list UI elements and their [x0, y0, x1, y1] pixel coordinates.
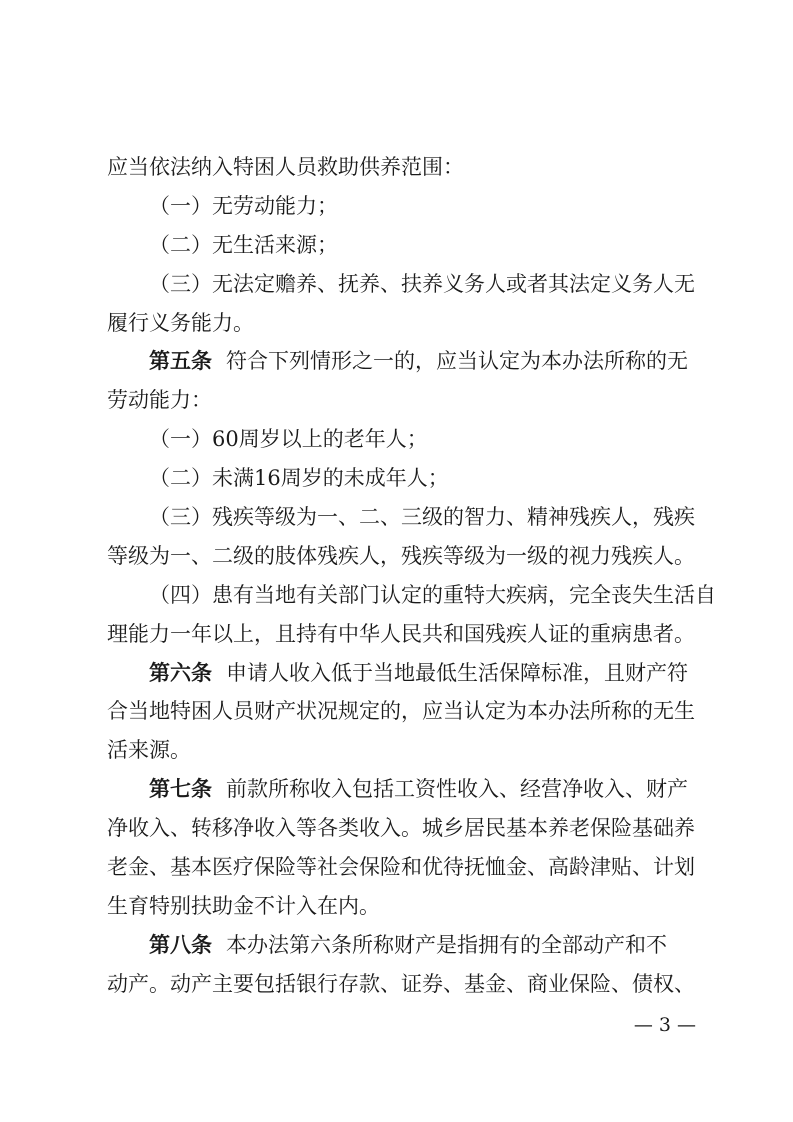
- line-text: 符合下列情形之一的，应当认定为本办法所称的无: [226, 349, 688, 374]
- text-line: [107, 148, 767, 187]
- list-item: [107, 420, 767, 459]
- article-5: [107, 342, 767, 381]
- text-line: [107, 887, 767, 926]
- text-line: [107, 537, 767, 576]
- text-line: [107, 809, 767, 848]
- line-text: （四）患有当地有关部门认定的重特大疾病，完全丧失生活自: [149, 582, 716, 607]
- text-line: [107, 381, 767, 420]
- line-text: （二）无生活来源；: [149, 232, 338, 257]
- line-text: 前款所称收入包括工资性收入、经营净收入、财产: [226, 777, 688, 802]
- line-text: 履行义务能力。: [107, 310, 254, 335]
- article-heading: 第六条: [149, 659, 212, 685]
- text-line: [107, 615, 767, 654]
- article-heading: 第八条: [149, 931, 212, 957]
- line-text: 劳动能力：: [107, 388, 212, 413]
- text-line: [107, 304, 767, 343]
- list-item: [107, 187, 767, 226]
- line-text: （三）残疾等级为一、二、三级的智力、精神残疾人，残疾: [149, 505, 695, 530]
- line-text: 生育特别扶助金不计入在内。: [107, 893, 380, 918]
- line-text: （一）无劳动能力；: [149, 193, 338, 218]
- line-text: 合当地特困人员财产状况规定的，应当认定为本办法所称的无生: [107, 699, 695, 724]
- line-text: 应当依法纳入特困人员救助供养范围：: [107, 155, 464, 179]
- article-8: [107, 926, 767, 965]
- line-text: 活来源。: [107, 738, 191, 763]
- page-number: — 3 —: [633, 1014, 696, 1036]
- list-item: [107, 265, 767, 304]
- line-text: （二）未满16周岁的未成年人；: [149, 466, 449, 491]
- list-item: [107, 576, 767, 615]
- line-text: 等级为一、二级的肢体残疾人，残疾等级为一级的视力残疾人。: [107, 543, 695, 568]
- line-text: 净收入、转移净收入等各类收入。城乡居民基本养老保险基础养: [107, 816, 695, 841]
- line-text: （一）60周岁以上的老年人；: [149, 427, 428, 452]
- line-text: 本办法第六条所称财产是指拥有的全部动产和不: [226, 932, 667, 957]
- list-item: [107, 498, 767, 537]
- list-item: [107, 226, 767, 265]
- document-body: [107, 148, 767, 1004]
- text-line: [107, 731, 767, 770]
- line-text: 申请人收入低于当地最低生活保障标准，且财产符: [226, 660, 688, 685]
- article-6: [107, 654, 767, 693]
- article-heading: 第五条: [149, 348, 212, 374]
- line-text: 老金、基本医疗保险等社会保险和优待抚恤金、高龄津贴、计划: [107, 855, 695, 880]
- article-7: [107, 770, 767, 809]
- list-item: [107, 459, 767, 498]
- line-text: （三）无法定赡养、抚养、扶养义务人或者其法定义务人无: [149, 271, 695, 296]
- article-heading: 第七条: [149, 776, 212, 802]
- line-text: 动产。动产主要包括银行存款、证券、基金、商业保险、债权、: [107, 971, 695, 996]
- text-line: [107, 848, 767, 887]
- text-line: [107, 965, 767, 1004]
- line-text: 理能力一年以上，且持有中华人民共和国残疾人证的重病患者。: [107, 621, 695, 646]
- text-line: [107, 692, 767, 731]
